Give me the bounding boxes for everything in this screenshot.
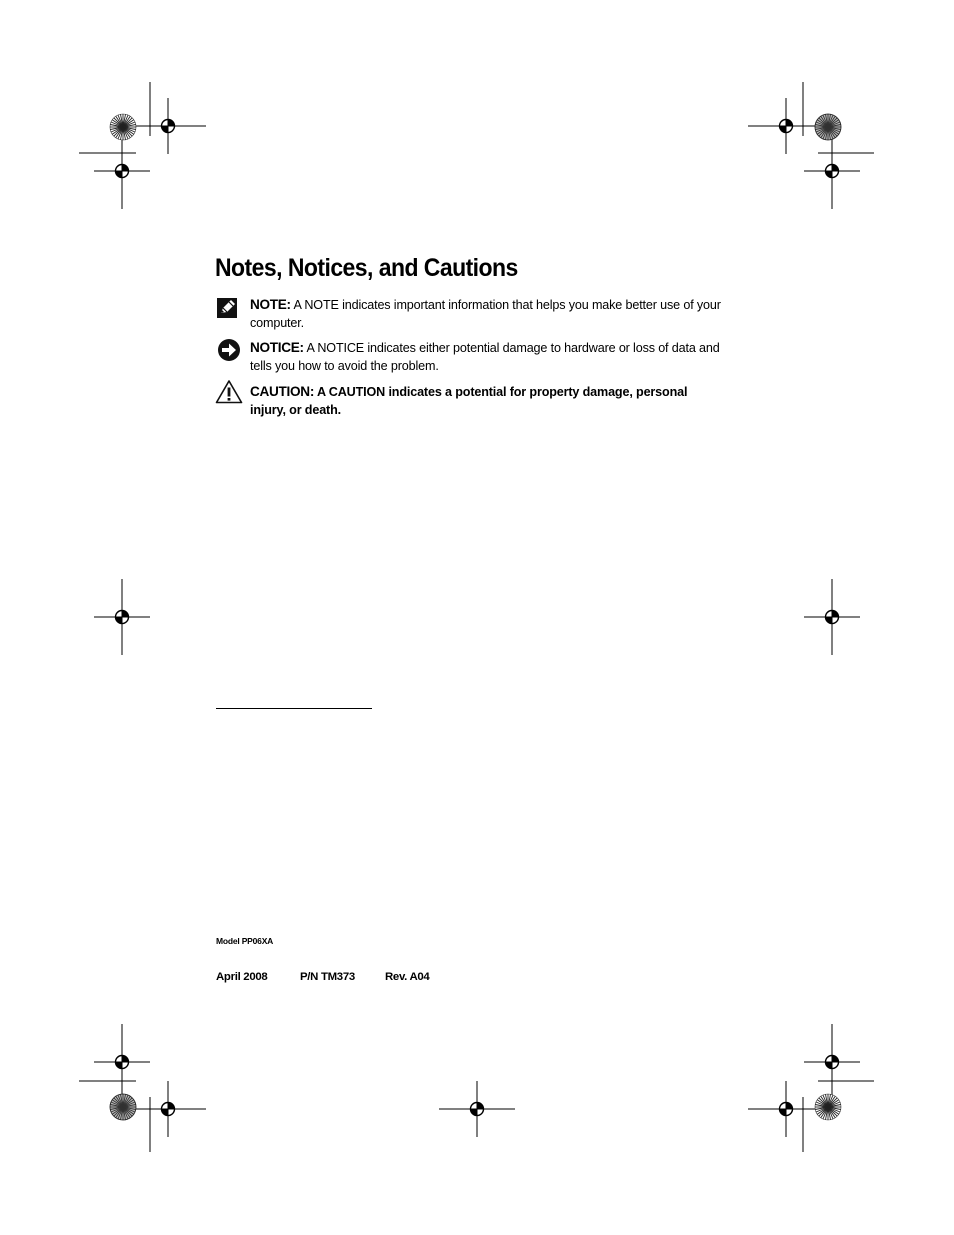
page-title: Notes, Notices, and Cautions [215,254,518,282]
caution-label: CAUTION: [250,384,315,399]
model-number: Model PP06XA [216,936,274,946]
footnote-divider [216,708,372,709]
caution-text: A CAUTION indicates a potential for property damage, personal injury, or death. [250,385,688,417]
arrow-circle-notice-icon [217,338,243,364]
caution-callout [215,383,725,421]
pencil-note-icon [215,296,241,322]
warning-triangle-icon [215,379,241,405]
note-label: NOTE: [250,297,291,312]
note-text: A NOTE indicates important information that helps you make better use of your computer. [250,298,721,330]
notice-label: NOTICE: [250,340,304,355]
notice-callout [215,339,725,377]
footer-date: April 2008 [216,971,268,983]
footer-part-number: P/N TM373 [300,971,355,983]
footer-revision: Rev. A04 [385,971,430,983]
notice-text: A NOTICE indicates either potential damage to hardware or loss of data and tells you how to avoid the problem. [250,341,720,373]
note-callout [215,296,725,334]
